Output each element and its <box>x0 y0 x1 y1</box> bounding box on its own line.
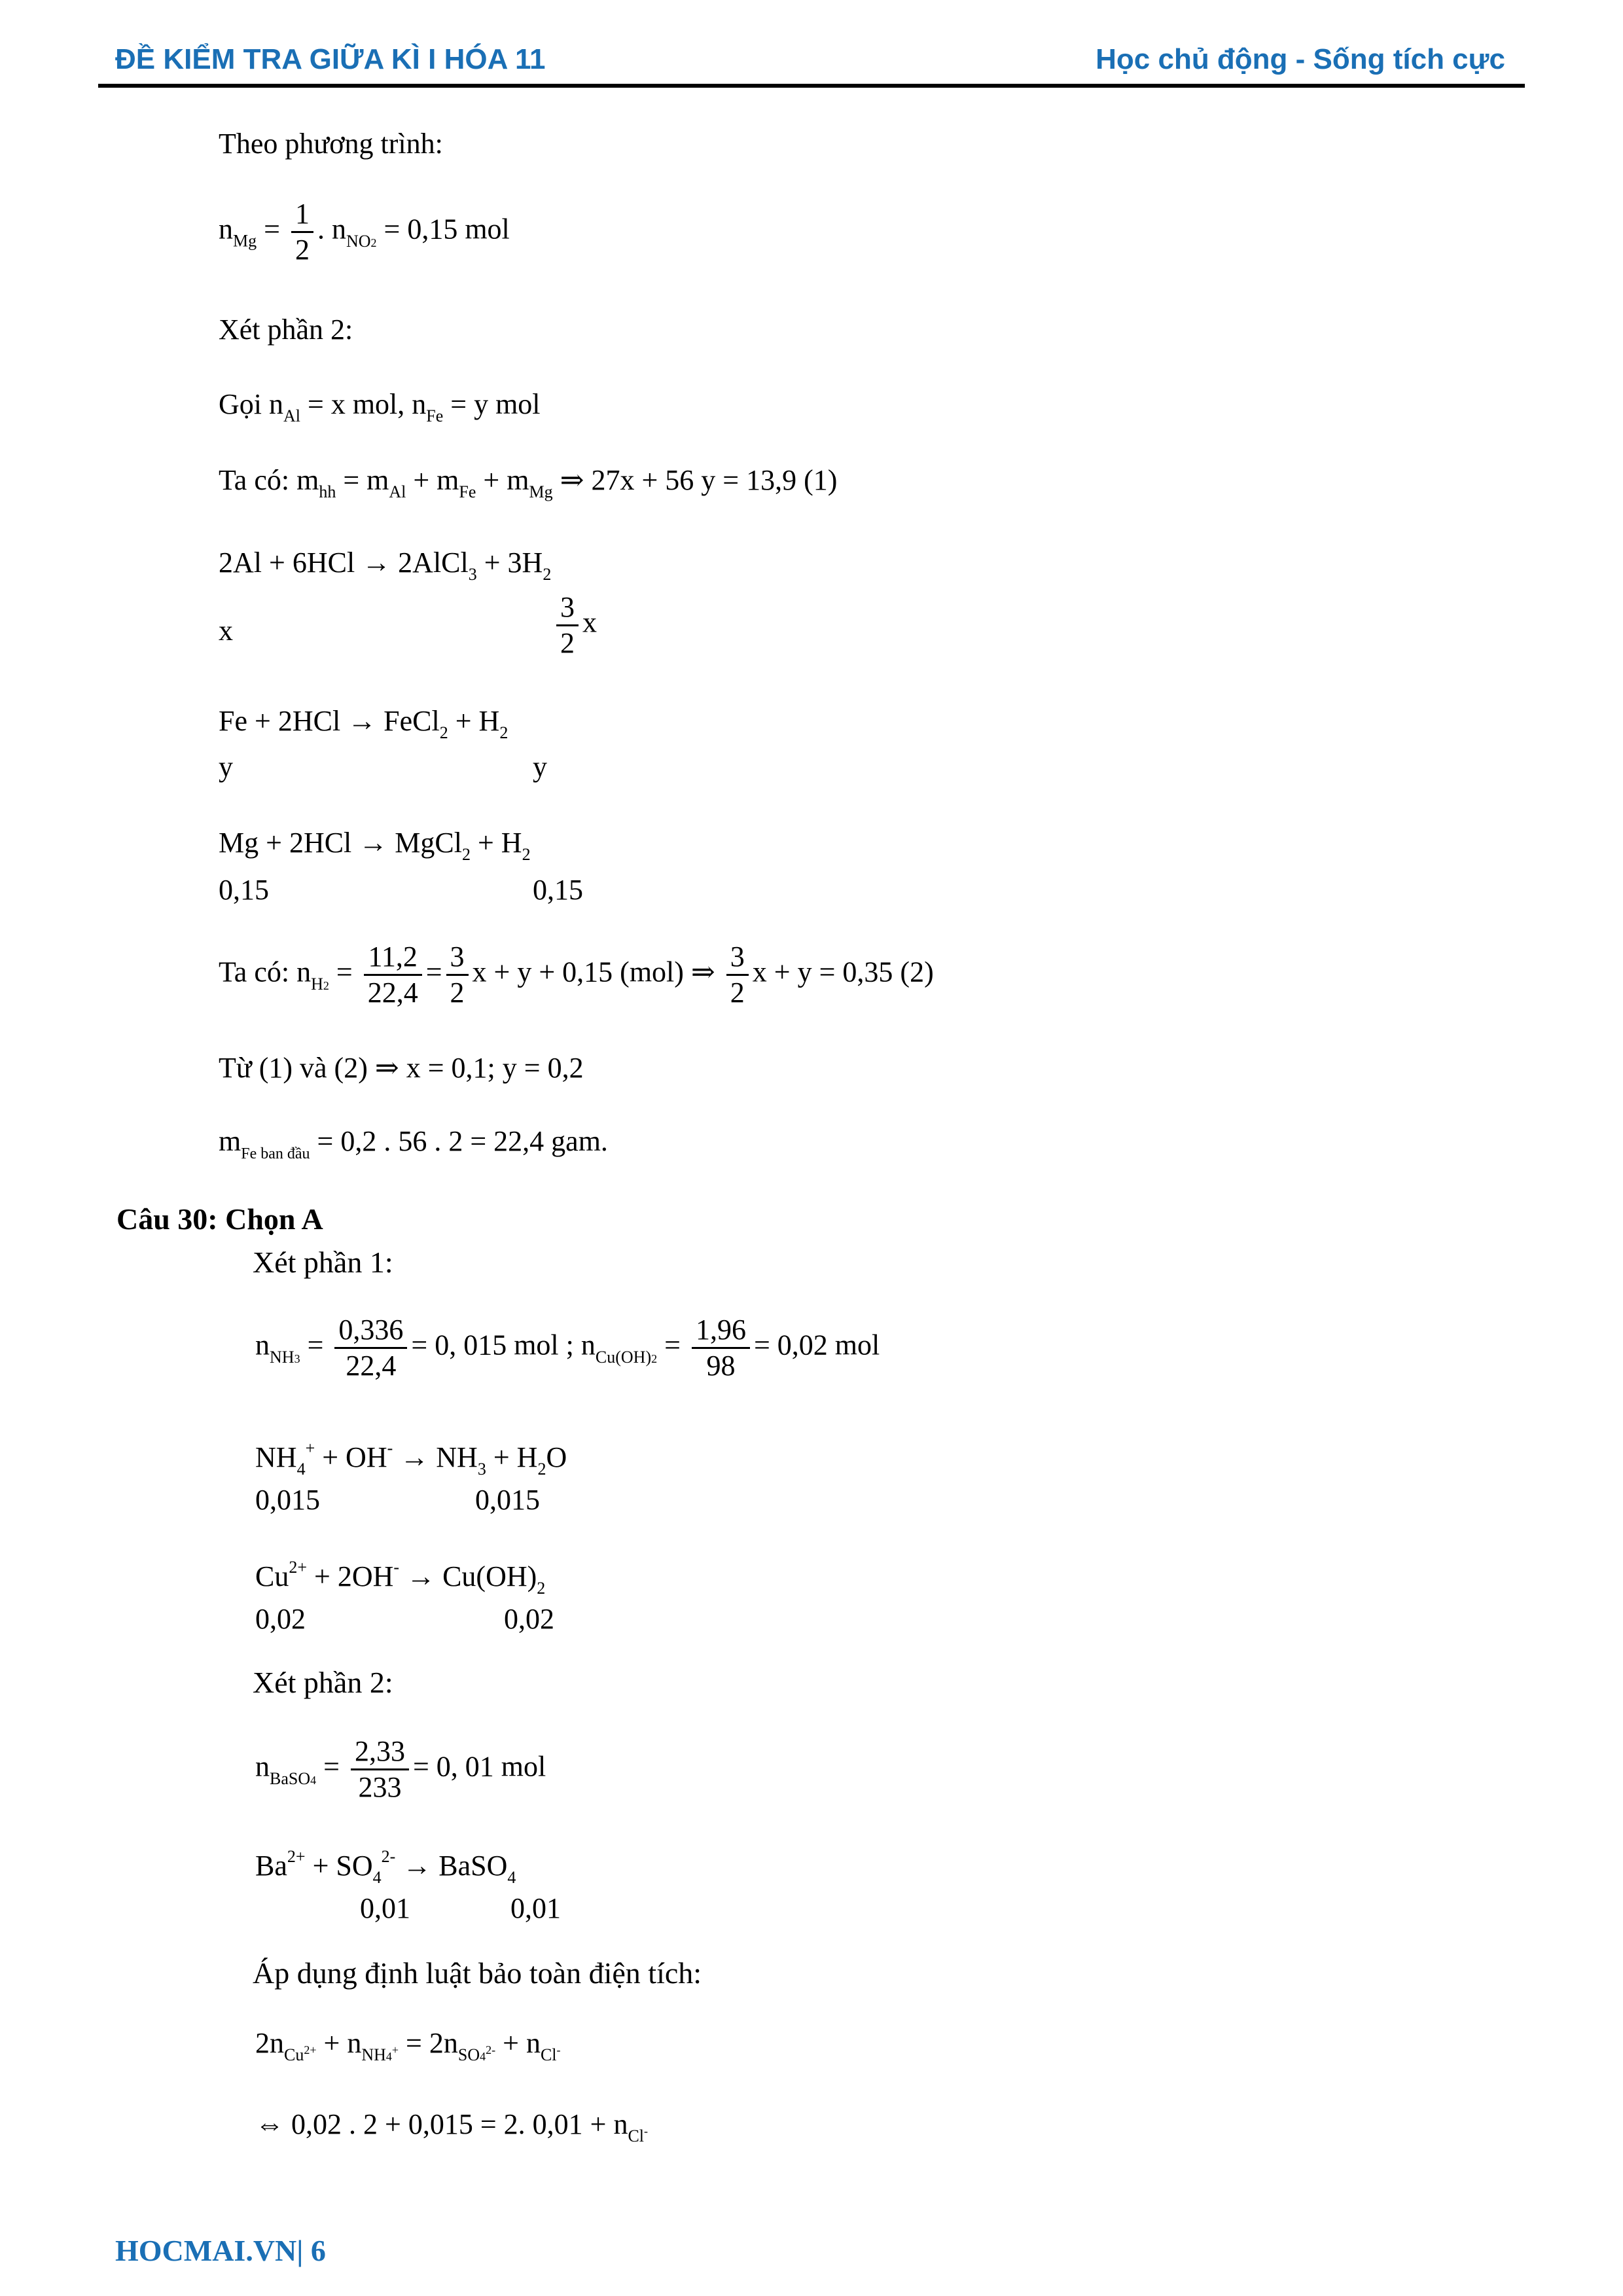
mole-line: 0,015 <box>255 1484 320 1516</box>
text-line: Từ (1) và (2) ⇒ x = 0,1; y = 0,2 <box>219 1052 584 1084</box>
reaction-line: 2Al + 6HCl → 2AlCl$_3$ + $3H_2$ <box>219 547 552 584</box>
mole-line: x <box>219 615 233 647</box>
text-line: Xét phần 2: <box>219 314 353 346</box>
mole-line: 0,02 <box>255 1603 306 1635</box>
equation-n-h2: Ta có: $n_{H2}$ = $\frac{11,2}{22,4}$ = $\frac{3}{2}$ x + y + 0,15 (mol) ⇒ $\frac{3}{2}$ x + y = 0,35 (2) <box>219 941 934 1009</box>
equation-line: ⇔ 0,02 . 2 + 0,015 = 2. $0,01 + n_{Cl^-}$ <box>255 2108 649 2145</box>
header-rule <box>98 84 1525 88</box>
mole-line: 0,01 <box>510 1892 561 1924</box>
text-line: Xét phần 2: <box>253 1666 393 1699</box>
equation-n-mg: $n_{Mg}$ = $\frac{1}{2}$ . $n_{NO2} = 0,15$ mol <box>219 198 510 266</box>
charge-balance-equation: $2n_{Cu^{2+}} + n_{NH4^+} = 2n_{SO4^{2-}} + n_{Cl^-}$ <box>255 2027 561 2064</box>
text-line: Theo phương trình: <box>219 128 443 160</box>
header-slogan: Học chủ động - Sống tích cực <box>1096 43 1505 75</box>
reaction-line: $NH_4^+ + OH^- \to NH_3 + H_2O$ <box>255 1439 567 1479</box>
text-line: Áp dụng định luật bảo toàn điện tích: <box>253 1956 702 1990</box>
mole-line: y <box>219 751 233 783</box>
equation-line: Ta có: $m_{hh} = m_{Al} + m_{Fe} + m_{Mg}$ ⇒ 27x + 56 y = 13,9 (1) <box>219 464 838 501</box>
mole-line: $\frac{3}{2}$ x <box>552 593 597 658</box>
equation-line: $n_{NH3}$ = $\frac{0,336}{22,4}$ = 0, 015 mol ; $n_{Cu(OH)2}$ = $\frac{1,96}{98}$ = 0,02 mol <box>255 1314 880 1382</box>
reaction-line: $Ba^{2+} + SO_4^{2-}$ → BaSO$_4$ <box>255 1847 516 1887</box>
mole-line: 0,02 <box>504 1603 554 1635</box>
reaction-line: Fe + 2HCl → FeCl$_2$ + $H_2$ <box>219 705 508 742</box>
mole-line: 0,15 <box>219 874 269 906</box>
equation-line: $m_{Fe ban đầu} = 0,2$ . 56 . 2 = 22,4 gam. <box>219 1125 608 1162</box>
mole-line: 0,015 <box>475 1484 540 1516</box>
reaction-line: $Cu^{2+} + 2OH^- \to Cu(OH)_2$ <box>255 1558 546 1598</box>
text-line: Xét phần 1: <box>253 1246 393 1279</box>
mole-line: 0,15 <box>533 874 583 906</box>
mole-line: y <box>533 751 547 783</box>
equation-line: Gọi $n_{Al} = x$ mol, $n_{Fe} = y$ mol <box>219 388 541 425</box>
footer-page-number: HOCMAI.VN| 6 <box>115 2234 326 2267</box>
header-title: ĐỀ KIỂM TRA GIỮA KÌ I HÓA 11 <box>115 43 546 75</box>
mole-line: 0,01 <box>360 1892 410 1924</box>
reaction-line: Mg + 2HCl → MgCl$_2$ + $H_2$ <box>219 827 531 864</box>
question-heading: Câu 30: Chọn A <box>116 1202 323 1236</box>
equation-line: $n_{BaSO4}$ = $\frac{2,33}{233}$ = 0, 01 mol <box>255 1735 546 1803</box>
